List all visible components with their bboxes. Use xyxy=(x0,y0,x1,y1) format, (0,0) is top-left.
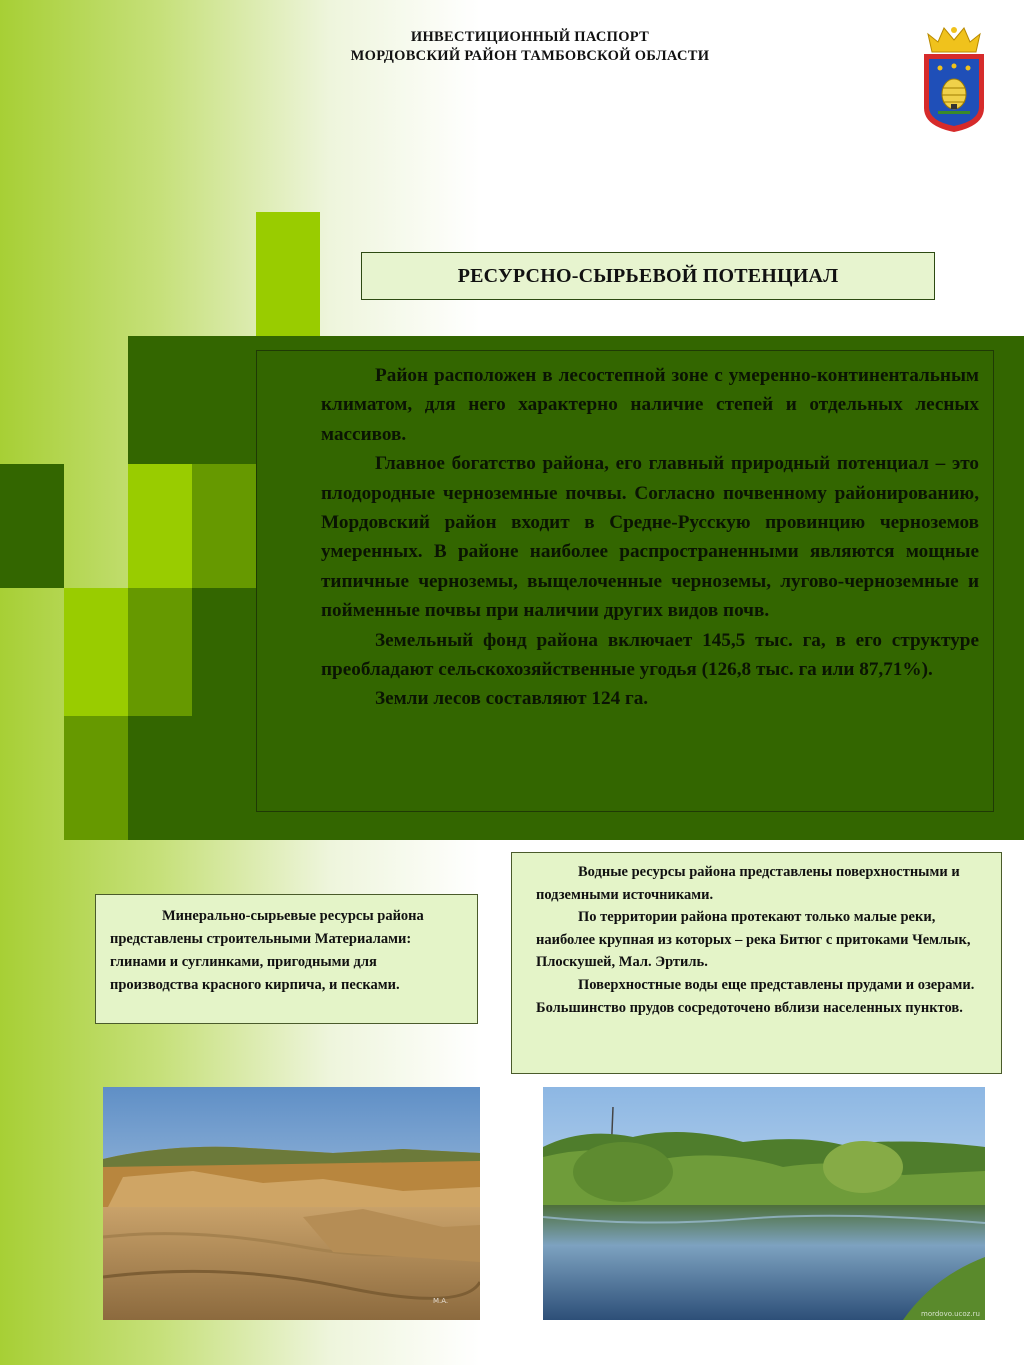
mineral-resources-box xyxy=(95,894,478,1024)
decor-square xyxy=(128,588,192,716)
water-paragraph: По территории района протекают только малые реки, наиболее крупная из которых – река Битюг с притоками Чемлык, Плоскушей, Мал. Эртиль. xyxy=(536,909,971,971)
decor-square xyxy=(128,464,192,588)
decor-square xyxy=(64,716,128,840)
river-photo xyxy=(543,1087,985,1320)
water-resources-box xyxy=(511,852,1002,1074)
quarry-watermark: M.A. xyxy=(433,1297,449,1305)
coat-of-arms-icon xyxy=(918,22,990,134)
main-paragraph: Район расположен в лесостепной зоне с умеренно-континентальным климатом, для него характерно наличие степей и отдельных лесных массивов. xyxy=(321,365,979,445)
main-text-box xyxy=(256,350,994,812)
water-paragraph: Поверхностные воды еще представлены прудами и озерами. Большинство прудов сосредоточено вблизи населенных пунктов. xyxy=(536,976,975,1016)
decor-square xyxy=(192,464,256,588)
decor-square xyxy=(0,464,64,588)
header-line-2: МОРДОВСКИЙ РАЙОН ТАМБОВСКОЙ ОБЛАСТИ xyxy=(350,48,710,64)
main-paragraph: Земли лесов составляют 124 га. xyxy=(375,688,649,710)
main-paragraph: Главное богатство района, его главный природный потенциал – это плодородные черноземные почвы. Согласно почвенному районированию, Мордовский район входит в Средне-Русскую провинцию черноземов умеренных. В районе наиболее распространенными являются мощные типичные черноземы, выщелоченные черноземы, лугово-черноземные и пойменные почвы при наличии других видов почв. xyxy=(321,453,979,622)
section-title: РЕСУРСНО-СЫРЬЕВОЙ ПОТЕНЦИАЛ xyxy=(361,252,935,300)
document-header xyxy=(280,28,780,66)
river-watermark: mordovo.ucoz.ru xyxy=(921,1310,980,1318)
decor-square xyxy=(256,212,320,336)
header-line-1: ИНВЕСТИЦИОННЫЙ ПАСПОРТ xyxy=(410,29,650,45)
main-paragraph: Земельный фонд района включает 145,5 тыс. га, в его структуре преобладают сельскохозяйственные угодья (126,8 тыс. га или 87,71%). xyxy=(321,629,979,681)
mineral-text: Минерально-сырьевые ресурсы района представлены строительными Материалами: глинами и суглинками, пригодными для производства красного кирпича, и песками. xyxy=(110,908,424,993)
quarry-photo xyxy=(103,1087,480,1320)
water-paragraph: Водные ресурсы района представлены поверхностными и подземными источниками. xyxy=(536,864,960,903)
